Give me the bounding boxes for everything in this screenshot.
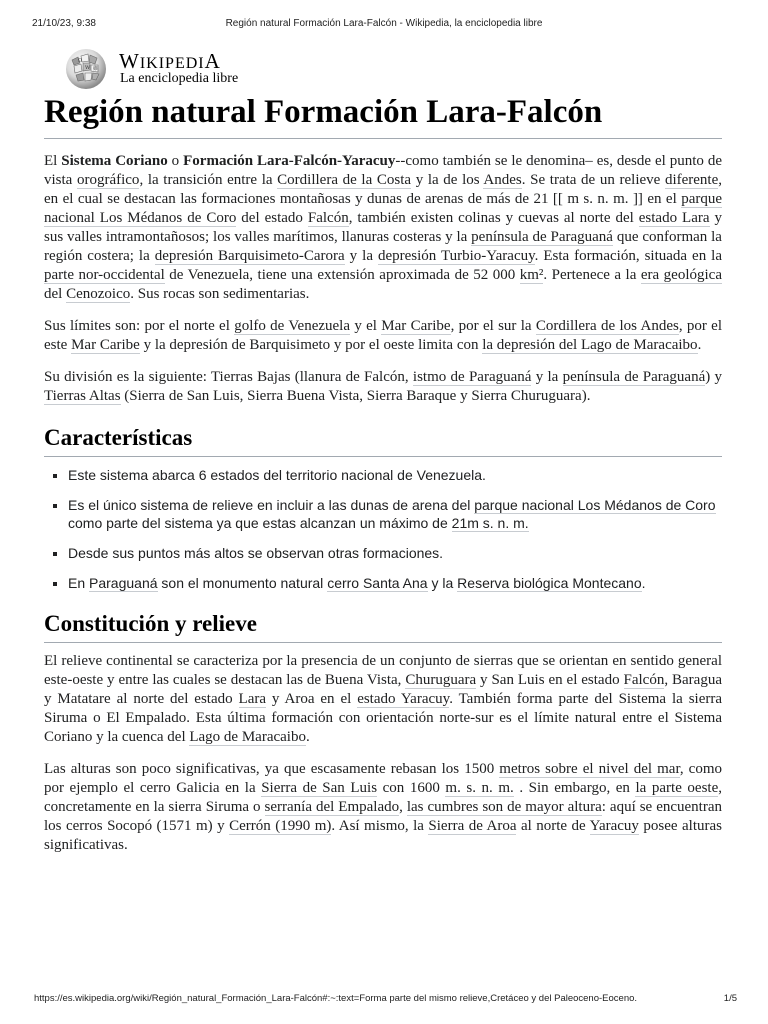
section-heading-caracteristicas: Características xyxy=(44,424,722,457)
article-link[interactable]: diferente xyxy=(664,172,719,188)
article-link[interactable]: 21m s. n. m. xyxy=(451,515,529,531)
article-link[interactable]: Mar Caribe xyxy=(71,337,140,353)
article-link[interactable]: golfo de Venezuela xyxy=(234,318,350,334)
article-link[interactable]: la depresión del Lago de Maracaibo xyxy=(482,337,698,353)
intro-paragraph-2: Sus límites son: por el norte el golfo de Venezuela y el Mar Caribe, por el sur la Cordillera de los Andes, por el este Mar Caribe y la depresión de Barquisimeto y por el oeste limita con la depresión del Lago de Maracaibo. xyxy=(44,318,723,353)
article-link[interactable]: Yaracuy xyxy=(589,818,639,834)
article-link[interactable]: parque nacional Los Médanos de Coro xyxy=(44,191,722,226)
page-title: Región natural Formación Lara-Falcón xyxy=(44,92,722,139)
wordmark-mid: IKIPEDI xyxy=(139,55,205,72)
list-item: ▪ Desde sus puntos más altos se observan otras formaciones. xyxy=(68,544,722,562)
article-link[interactable]: Cordillera de los Andes xyxy=(535,318,679,334)
intro-paragraph-3: Su división es la siguiente: Tierras Bajas (llanura de Falcón, istmo de Paraguaná y la península de Paraguaná) y Tierras Altas (Sierra de San Luis, Sierra Buena Vista, Sierra Baraque y Sierra Churuguara). xyxy=(44,369,723,404)
article-link[interactable]: Lago de Maracaibo xyxy=(189,729,306,745)
print-url: https://es.wikipedia.org/wiki/Región_natural_Formación_Lara-Falcón#:~:text=Forma parte del mismo relieve,Cretáceo y del Paleoceno-Eoceno. xyxy=(34,993,638,1004)
print-date: 21/10/23, 9:38 xyxy=(32,18,96,29)
article-link[interactable]: Reserva biológica Montecano xyxy=(457,575,642,591)
article-link[interactable]: Tierras Altas xyxy=(44,388,121,404)
article-link[interactable]: la parte oeste xyxy=(635,780,719,796)
list-item: ▪ Es el único sistema de relieve en incluir a las dunas de arena del parque nacional Los Médanos de Coro como parte del sistema ya que estas alcanzan un máximo de 21m s. n. m. xyxy=(68,496,722,532)
wordmark-end: A xyxy=(204,49,221,73)
article-link[interactable]: península de Paraguaná xyxy=(562,369,706,385)
constitucion-paragraph-1: El relieve continental se caracteriza por la presencia de un conjunto de sierras que se orientan en sentido general este-oeste y entre las cuales se destacan las de Buena Vista, Churuguara y San Luis en el estado Falcón, Baragua y Matatare al norte del estado Lara y Aroa en el estado Yaracuy. También forma parte del Sistema la sierra Siruma o El Empalado. Esta última formación con orientación norte-sur es el límite natural entre el Sistema Coriano y la cuenca del Lago de Maracaibo. xyxy=(44,653,723,745)
article-link[interactable]: Andes xyxy=(483,172,522,188)
article-link[interactable]: parque nacional Los Médanos de Coro xyxy=(474,497,716,513)
print-page-title: Región natural Formación Lara-Falcón - Wikipedia, la enciclopedia libre xyxy=(225,18,543,29)
article-link[interactable]: depresión Barquisimeto-Carora xyxy=(154,248,345,264)
svg-text:Ω: Ω xyxy=(78,57,83,64)
article-link[interactable]: serranía del Empalado xyxy=(264,799,400,815)
caracteristicas-list xyxy=(44,466,722,592)
bold-term: Sistema Coriano xyxy=(61,153,168,169)
article-link[interactable]: istmo de Paraguaná xyxy=(412,369,532,385)
article-link[interactable]: Cerrón (1990 m) xyxy=(229,818,332,834)
article-link[interactable]: Falcón xyxy=(623,672,665,688)
article-link[interactable]: era geológica xyxy=(640,267,722,283)
article-link[interactable]: Churuguara xyxy=(405,672,477,688)
article-link[interactable]: Falcón xyxy=(307,210,349,226)
section-heading-constitucion: Constitución y relieve xyxy=(44,610,722,643)
article-link[interactable]: orográfico xyxy=(76,172,140,188)
article-link[interactable]: cerro Santa Ana xyxy=(327,575,428,591)
article-link[interactable]: estado Yaracuy xyxy=(357,691,450,707)
article-link[interactable]: m. s. n. m. xyxy=(445,780,514,796)
article-link[interactable]: las cumbres son de mayor altura xyxy=(406,799,602,815)
article-link[interactable]: Cenozoico xyxy=(66,286,131,302)
bold-term: Formación Lara-Falcón-Yaracuy xyxy=(183,153,396,169)
article-link[interactable]: km² xyxy=(519,267,544,283)
intro-paragraph-1: El Sistema Coriano o Formación Lara-Falcón-Yaracuy--como también se le denomina– es, desde el punto de vista orográfico, la transición entre la Cordillera de la Costa y la de los Andes. Se trata de un relieve diferente, en el cual se destacan las formaciones montañosas y dunas de arenas de más de 21 [[ m s. n. m. ]] en el parque nacional Los Médanos de Coro del estado Falcón, también existen colinas y cuevas al norte del estado Lara y sus valles intramontañosos; los valles marítimos, llanuras costeras y la península de Paraguaná que conforman la región costera; la depresión Barquisimeto-Carora y la depresión Turbio-Yaracuy. Esta formación, situada en la parte nor-occidental de Venezuela, tiene una extensión aproximada de 52 000 km². Pertenece a la era geológica del Cenozoico. Sus rocas son sedimentarias. xyxy=(44,153,723,302)
wikipedia-globe-icon[interactable] xyxy=(62,44,110,92)
article-link[interactable]: depresión Turbio-Yaracuy xyxy=(377,248,535,264)
article-link[interactable]: península de Paraguaná xyxy=(471,229,613,245)
list-item: ▪ En Paraguaná son el monumento natural cerro Santa Ana y la Reserva biológica Montecano. xyxy=(68,574,722,592)
article-link[interactable]: metros sobre el nivel del mar xyxy=(499,761,680,777)
svg-text:維: 維 xyxy=(93,66,99,72)
article-link[interactable]: Sierra de San Luis xyxy=(261,780,378,796)
constitucion-paragraph-2: Las alturas son poco significativas, ya que escasamente rebasan los 1500 metros sobre el nivel del mar, como por ejemplo el cerro Galicia en la Sierra de San Luis con 1600 m. s. n. m. . Sin embargo, en la parte oeste, concretamente en la sierra Siruma o serranía del Empalado, las cumbres son de mayor altura: aquí se encuentran los cerros Socopó (1571 m) y Cerrón (1990 m). Así mismo, la Sierra de Aroa al norte de Yaracuy posee alturas significativas. xyxy=(44,761,723,853)
article-link[interactable]: estado Lara xyxy=(638,210,710,226)
article-link[interactable]: Mar Caribe xyxy=(381,318,451,334)
article-link[interactable]: Paraguaná xyxy=(89,575,158,591)
article-link[interactable]: Sierra de Aroa xyxy=(428,818,517,834)
article-link[interactable]: parte nor-occidental xyxy=(44,267,165,283)
wikipedia-tagline: La enciclopedia libre xyxy=(120,71,239,86)
list-item: ▪ Este sistema abarca 6 estados del territorio nacional de Venezuela. xyxy=(68,466,722,484)
svg-text:W: W xyxy=(85,65,91,71)
article-link[interactable]: Cordillera de la Costa xyxy=(277,172,412,188)
wordmark-w: W xyxy=(119,49,140,73)
article-link[interactable]: Lara xyxy=(238,691,267,707)
article-content xyxy=(44,152,722,868)
print-page-number: 1/5 xyxy=(723,993,737,1004)
